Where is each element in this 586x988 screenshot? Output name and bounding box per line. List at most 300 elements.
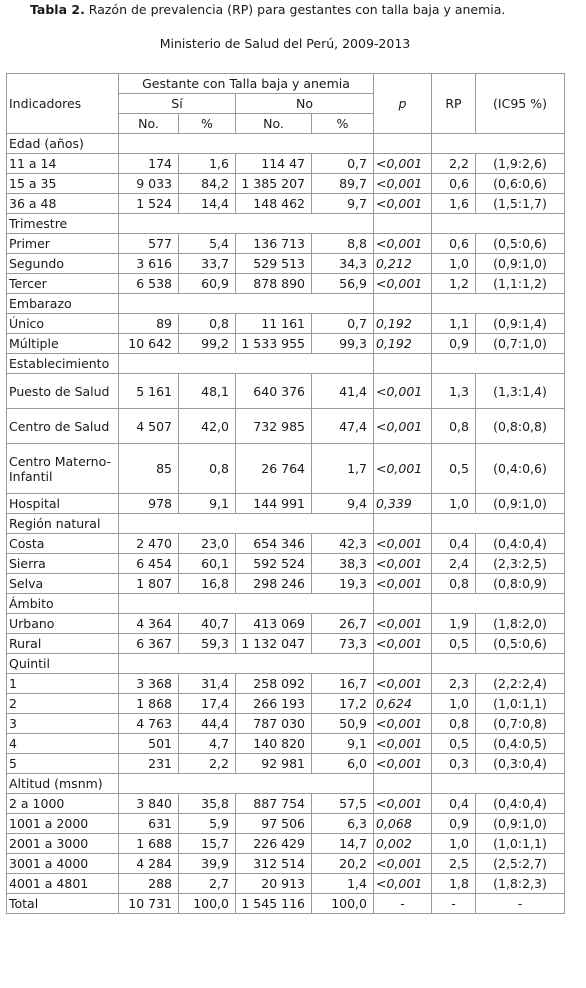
cell-no-count: 1 385 207 [236,174,312,194]
table-row [7,734,565,754]
cell-si-pct: 0,8 [179,444,236,494]
cell-p-value: <0,001 [374,234,432,254]
section-filler-counts [119,514,374,534]
row-label: 4001 a 4801 [7,874,119,894]
section-filler-p [374,134,432,154]
cell-si-pct: 31,4 [179,674,236,694]
cell-p-value: 0,624 [374,694,432,714]
cell-p-value: <0,001 [374,274,432,294]
cell-rp: 1,9 [432,614,476,634]
table-row [7,834,565,854]
cell-ic95: (1,1:1,2) [476,274,565,294]
cell-rp: 1,0 [432,254,476,274]
section-row [7,134,565,154]
header-si: Sí [119,94,236,114]
cell-si-count: 3 840 [119,794,179,814]
cell-no-count: 887 754 [236,794,312,814]
row-label: Selva [7,574,119,594]
section-filler-p [374,594,432,614]
row-label: 3001 a 4000 [7,854,119,874]
row-label: Múltiple [7,334,119,354]
row-label: 1001 a 2000 [7,814,119,834]
cell-no-count: 226 429 [236,834,312,854]
table-row [7,194,565,214]
cell-rp: 0,3 [432,754,476,774]
section-filler-stats [432,354,565,374]
section-row [7,774,565,794]
cell-si-pct: 9,1 [179,494,236,514]
cell-no-pct: 0,7 [312,154,374,174]
cell-si-count: 1 807 [119,574,179,594]
row-label: 1 [7,674,119,694]
cell-rp: 0,8 [432,409,476,444]
cell-no-count: 298 246 [236,574,312,594]
cell-no-pct: 57,5 [312,794,374,814]
cell-no-pct: 19,3 [312,574,374,594]
cell-no-pct: 42,3 [312,534,374,554]
cell-ic95: (0,7:0,8) [476,714,565,734]
cell-no-pct: 14,7 [312,834,374,854]
cell-no-pct: 100,0 [312,894,374,914]
table-row [7,674,565,694]
table-row [7,634,565,654]
cell-ic95: (0,9:1,0) [476,814,565,834]
cell-si-count: 89 [119,314,179,334]
cell-no-count: 148 462 [236,194,312,214]
section-filler-p [374,214,432,234]
row-label: Tercer [7,274,119,294]
row-label: Segundo [7,254,119,274]
section-row [7,594,565,614]
cell-si-pct: 33,7 [179,254,236,274]
section-filler-counts [119,774,374,794]
cell-ic95: (0,3:0,4) [476,754,565,774]
cell-rp: 1,6 [432,194,476,214]
row-label: 2 [7,694,119,714]
section-title: Trimestre [7,214,119,234]
cell-rp: 1,2 [432,274,476,294]
cell-ic95: (0,8:0,9) [476,574,565,594]
cell-si-count: 501 [119,734,179,754]
cell-si-count: 978 [119,494,179,514]
cell-rp: 1,1 [432,314,476,334]
cell-si-pct: 84,2 [179,174,236,194]
section-filler-p [374,354,432,374]
table-row [7,714,565,734]
section-row [7,294,565,314]
cell-rp: 1,8 [432,874,476,894]
cell-rp: 1,0 [432,494,476,514]
cell-ic95: (0,9:1,0) [476,494,565,514]
cell-ic95: (0,6:0,6) [476,174,565,194]
cell-ic95: (1,9:2,6) [476,154,565,174]
cell-si-count: 5 161 [119,374,179,409]
cell-no-pct: 9,4 [312,494,374,514]
cell-no-count: 258 092 [236,674,312,694]
row-label: 2 a 1000 [7,794,119,814]
cell-rp: 0,5 [432,444,476,494]
cell-p-value: 0,068 [374,814,432,834]
cell-ic95: (1,0:1,1) [476,694,565,714]
cell-p-value: <0,001 [374,534,432,554]
cell-rp: 2,3 [432,674,476,694]
section-title: Establecimiento [7,354,119,374]
row-label: Puesto de Salud [7,374,119,409]
cell-p-value: <0,001 [374,374,432,409]
cell-si-count: 6 367 [119,634,179,654]
cell-rp: 1,0 [432,694,476,714]
section-title: Altitud (msnm) [7,774,119,794]
cell-si-pct: 100,0 [179,894,236,914]
cell-p-value: <0,001 [374,174,432,194]
cell-ic95: (0,5:0,6) [476,634,565,654]
cell-si-pct: 48,1 [179,374,236,409]
cell-ic95: (0,9:1,0) [476,254,565,274]
cell-no-count: 654 346 [236,534,312,554]
table-row [7,534,565,554]
cell-no-count: 140 820 [236,734,312,754]
cell-no-pct: 56,9 [312,274,374,294]
cell-no-count: 592 524 [236,554,312,574]
cell-rp: 0,8 [432,574,476,594]
cell-no-count: 878 890 [236,274,312,294]
section-filler-p [374,514,432,534]
cell-p-value: <0,001 [374,409,432,444]
cell-p-value: 0,192 [374,314,432,334]
section-title: Edad (años) [7,134,119,154]
section-filler-counts [119,294,374,314]
cell-no-pct: 6,0 [312,754,374,774]
table-row [7,854,565,874]
cell-no-count: 97 506 [236,814,312,834]
row-label: Centro Materno-Infantil [7,444,119,494]
cell-no-count: 26 764 [236,444,312,494]
cell-si-count: 288 [119,874,179,894]
cell-p-value: 0,339 [374,494,432,514]
table-title-text: Razón de prevalencia (RP) para gestantes con talla baja y anemia. [84,2,506,17]
cell-rp: 0,6 [432,234,476,254]
total-row [7,894,565,914]
cell-p-value: <0,001 [374,794,432,814]
table-row [7,614,565,634]
cell-no-count: 529 513 [236,254,312,274]
table-row [7,444,565,494]
cell-no-count: 144 991 [236,494,312,514]
cell-si-count: 9 033 [119,174,179,194]
cell-no-pct: 16,7 [312,674,374,694]
section-title: Quintil [7,654,119,674]
table-row [7,494,565,514]
cell-no-pct: 99,3 [312,334,374,354]
cell-si-count: 174 [119,154,179,174]
cell-ic95: (1,0:1,1) [476,834,565,854]
table-row [7,554,565,574]
cell-p-value: <0,001 [374,574,432,594]
section-filler-stats [432,654,565,674]
cell-no-pct: 1,7 [312,444,374,494]
cell-ic95: (0,5:0,6) [476,234,565,254]
table-row [7,154,565,174]
cell-si-count: 6 454 [119,554,179,574]
cell-si-pct: 14,4 [179,194,236,214]
cell-si-pct: 40,7 [179,614,236,634]
cell-no-pct: 9,7 [312,194,374,214]
cell-si-pct: 60,9 [179,274,236,294]
cell-no-pct: 26,7 [312,614,374,634]
row-label: 15 a 35 [7,174,119,194]
cell-no-pct: 8,8 [312,234,374,254]
cell-si-count: 4 284 [119,854,179,874]
section-filler-stats [432,774,565,794]
table-row [7,314,565,334]
row-label: Hospital [7,494,119,514]
cell-si-pct: 15,7 [179,834,236,854]
section-row [7,514,565,534]
cell-no-count: 114 47 [236,154,312,174]
header-group: Gestante con Talla baja y anemia [119,74,374,94]
section-filler-stats [432,514,565,534]
cell-no-count: 136 713 [236,234,312,254]
table-row [7,334,565,354]
cell-no-count: 1 132 047 [236,634,312,654]
header-si-pct: % [179,114,236,134]
cell-si-count: 231 [119,754,179,774]
cell-p-value: - [374,894,432,914]
row-label: Urbano [7,614,119,634]
cell-no-pct: 6,3 [312,814,374,834]
cell-no-count: 732 985 [236,409,312,444]
cell-si-pct: 44,4 [179,714,236,734]
header-no-count: No. [236,114,312,134]
cell-rp: 1,0 [432,834,476,854]
cell-p-value: <0,001 [374,754,432,774]
cell-no-pct: 1,4 [312,874,374,894]
cell-p-value: <0,001 [374,444,432,494]
cell-ic95: (2,5:2,7) [476,854,565,874]
cell-no-pct: 89,7 [312,174,374,194]
cell-p-value: 0,002 [374,834,432,854]
cell-si-pct: 42,0 [179,409,236,444]
cell-no-pct: 41,4 [312,374,374,409]
cell-si-count: 85 [119,444,179,494]
cell-si-pct: 2,2 [179,754,236,774]
cell-rp: 0,9 [432,814,476,834]
cell-no-pct: 0,7 [312,314,374,334]
cell-no-pct: 9,1 [312,734,374,754]
section-title: Ámbito [7,594,119,614]
row-label: 2001 a 3000 [7,834,119,854]
cell-no-pct: 34,3 [312,254,374,274]
cell-rp: 0,4 [432,534,476,554]
cell-p-value: <0,001 [374,634,432,654]
cell-no-count: 11 161 [236,314,312,334]
row-label: Centro de Salud [7,409,119,444]
cell-p-value: 0,212 [374,254,432,274]
cell-ic95: (2,2:2,4) [476,674,565,694]
cell-si-count: 4 364 [119,614,179,634]
cell-si-count: 1 688 [119,834,179,854]
cell-si-pct: 59,3 [179,634,236,654]
cell-rp: 0,5 [432,634,476,654]
cell-si-pct: 16,8 [179,574,236,594]
cell-si-count: 2 470 [119,534,179,554]
cell-si-count: 4 507 [119,409,179,444]
cell-ic95: (0,4:0,5) [476,734,565,754]
cell-no-pct: 47,4 [312,409,374,444]
section-filler-stats [432,294,565,314]
cell-no-count: 640 376 [236,374,312,409]
cell-si-count: 6 538 [119,274,179,294]
cell-rp: 2,2 [432,154,476,174]
table-row [7,794,565,814]
cell-si-pct: 5,4 [179,234,236,254]
cell-rp: 2,4 [432,554,476,574]
cell-no-pct: 50,9 [312,714,374,734]
cell-p-value: <0,001 [374,154,432,174]
section-title: Embarazo [7,294,119,314]
section-filler-counts [119,654,374,674]
table-row [7,694,565,714]
cell-rp: 0,5 [432,734,476,754]
cell-si-pct: 35,8 [179,794,236,814]
section-filler-stats [432,214,565,234]
cell-no-count: 92 981 [236,754,312,774]
table-body [7,74,565,914]
section-filler-p [374,654,432,674]
row-label: Costa [7,534,119,554]
prevalence-table [6,73,565,914]
cell-p-value: <0,001 [374,554,432,574]
cell-ic95: (1,3:1,4) [476,374,565,409]
table-row [7,409,565,444]
table-row [7,174,565,194]
section-row [7,354,565,374]
cell-no-count: 787 030 [236,714,312,734]
cell-p-value: <0,001 [374,874,432,894]
cell-si-count: 1 524 [119,194,179,214]
header-ic: (IC95 %) [476,74,565,134]
cell-si-count: 631 [119,814,179,834]
section-filler-counts [119,594,374,614]
cell-ic95: (1,8:2,0) [476,614,565,634]
header-rp: RP [432,74,476,134]
cell-rp: 0,6 [432,174,476,194]
cell-si-pct: 0,8 [179,314,236,334]
cell-rp: 0,9 [432,334,476,354]
section-filler-stats [432,594,565,614]
section-filler-counts [119,354,374,374]
cell-no-pct: 73,3 [312,634,374,654]
cell-si-pct: 23,0 [179,534,236,554]
cell-ic95: (1,5:1,7) [476,194,565,214]
cell-si-pct: 1,6 [179,154,236,174]
cell-p-value: <0,001 [374,614,432,634]
section-filler-stats [432,134,565,154]
table-row [7,374,565,409]
table-row [7,274,565,294]
cell-ic95: (2,3:2,5) [476,554,565,574]
cell-p-value: <0,001 [374,194,432,214]
section-filler-p [374,294,432,314]
row-label: 4 [7,734,119,754]
section-filler-p [374,774,432,794]
cell-si-pct: 2,7 [179,874,236,894]
header-p: p [374,74,432,134]
cell-rp: 1,3 [432,374,476,409]
header-row-1 [7,74,565,94]
row-label: Rural [7,634,119,654]
cell-no-count: 20 913 [236,874,312,894]
cell-no-count: 413 069 [236,614,312,634]
cell-no-count: 1 533 955 [236,334,312,354]
row-label: Sierra [7,554,119,574]
cell-ic95: (0,4:0,6) [476,444,565,494]
table-title [0,2,586,18]
cell-no-pct: 17,2 [312,694,374,714]
row-label: 5 [7,754,119,774]
cell-p-value: <0,001 [374,674,432,694]
cell-ic95: (0,9:1,4) [476,314,565,334]
table-row [7,254,565,274]
cell-p-value: <0,001 [374,854,432,874]
cell-si-count: 3 616 [119,254,179,274]
cell-rp: 0,8 [432,714,476,734]
cell-no-count: 312 514 [236,854,312,874]
cell-p-value: 0,192 [374,334,432,354]
cell-p-value: <0,001 [374,714,432,734]
cell-no-pct: 38,3 [312,554,374,574]
cell-no-pct: 20,2 [312,854,374,874]
cell-ic95: - [476,894,565,914]
cell-no-count: 266 193 [236,694,312,714]
cell-ic95: (0,4:0,4) [476,794,565,814]
table-row [7,814,565,834]
cell-si-pct: 60,1 [179,554,236,574]
row-label: 36 a 48 [7,194,119,214]
cell-si-pct: 5,9 [179,814,236,834]
row-label: Total [7,894,119,914]
header-si-count: No. [119,114,179,134]
cell-si-count: 10 642 [119,334,179,354]
row-label: 3 [7,714,119,734]
table-row [7,574,565,594]
cell-si-pct: 17,4 [179,694,236,714]
cell-si-pct: 99,2 [179,334,236,354]
header-no: No [236,94,374,114]
header-no-pct: % [312,114,374,134]
cell-si-pct: 4,7 [179,734,236,754]
row-label: Único [7,314,119,334]
row-label: 11 a 14 [7,154,119,174]
section-row [7,654,565,674]
table-subtitle: Ministerio de Salud del Perú, 2009-2013 [159,36,411,51]
cell-ic95: (0,8:0,8) [476,409,565,444]
section-filler-counts [119,134,374,154]
cell-si-pct: 39,9 [179,854,236,874]
row-label: Primer [7,234,119,254]
table-row [7,234,565,254]
cell-si-count: 1 868 [119,694,179,714]
cell-rp: 2,5 [432,854,476,874]
cell-si-count: 577 [119,234,179,254]
cell-si-count: 3 368 [119,674,179,694]
cell-rp: - [432,894,476,914]
table-row [7,874,565,894]
table-title-prefix: Tabla 2. [30,2,85,17]
table-row [7,754,565,774]
cell-no-count: 1 545 116 [236,894,312,914]
section-title: Región natural [7,514,119,534]
